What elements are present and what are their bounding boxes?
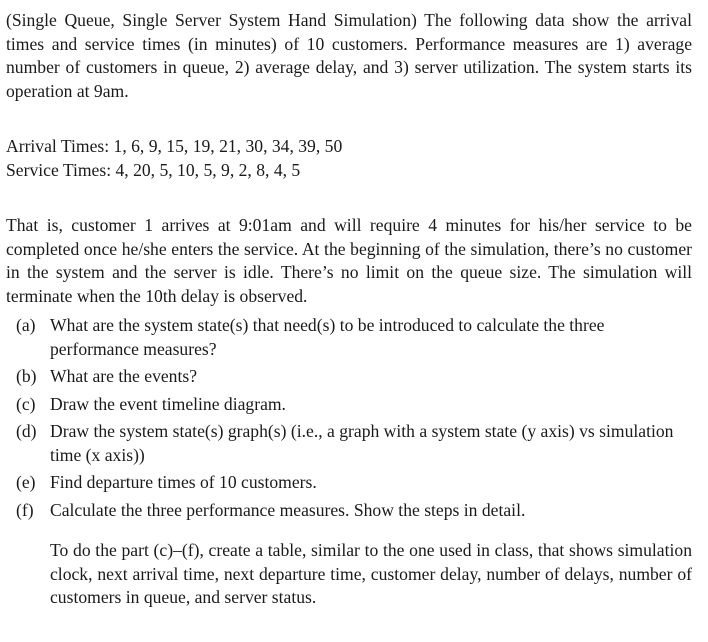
question-text: What are the events? [50,366,198,386]
question-label: (e) [16,472,36,492]
table-instruction-paragraph: To do the part (c)–(f), create a table, similar to the one used in class, that shows simulation clock, next arrival time, next departure time, customer delay, number of delays, number of customers in queue, and server status. [50,540,692,607]
question-label: (d) [16,421,37,441]
question-label: (b) [16,366,37,386]
explanation-paragraph: That is, customer 1 arrives at 9:01am and will require 4 minutes for his/her service to be completed once he/she enters the service. At the beginning of the simulation, there’s no customer in the system and the server is idle. There’s no limit on the queue size. The simulation will terminate when the 10th delay is observed. [6,215,692,306]
question-text: Draw the system state(s) graph(s) (i.e., a graph with a system state (y axis) vs simulation time (x axis)) [50,421,674,465]
question-label: (c) [16,393,36,414]
question-item-b [16,365,692,389]
data-block [6,135,692,182]
intro-paragraph: (Single Queue, Single Server System Hand Simulation) The following data show the arrival times and service times (in minutes) of 10 customers. Performance measures are 1) average number of customers in queue, 2) average delay, and 3) server utilization. The system starts its operation at 9am. [6,10,692,101]
question-label: (f) [16,499,34,520]
question-item-f [16,499,692,523]
question-label: (a) [16,315,36,335]
question-item-d [16,420,692,467]
question-item-e [16,471,692,495]
service-times-line: Service Times: 4, 20, 5, 10, 5, 9, 2, 8, 4, 5 [6,159,301,180]
question-text: What are the system state(s) that need(s) to be introduced to calculate the three performance measures? [50,315,605,359]
question-text: Calculate the three performance measures. Show the steps in detail. [50,499,526,520]
question-item-a [16,314,692,361]
question-item-c [16,393,692,417]
question-text: Draw the event timeline diagram. [50,393,286,414]
question-text: Find departure times of 10 customers. [50,472,317,492]
question-list [6,314,692,522]
arrival-times-line: Arrival Times: 1, 6, 9, 15, 19, 21, 30, 34, 39, 50 [6,136,343,156]
